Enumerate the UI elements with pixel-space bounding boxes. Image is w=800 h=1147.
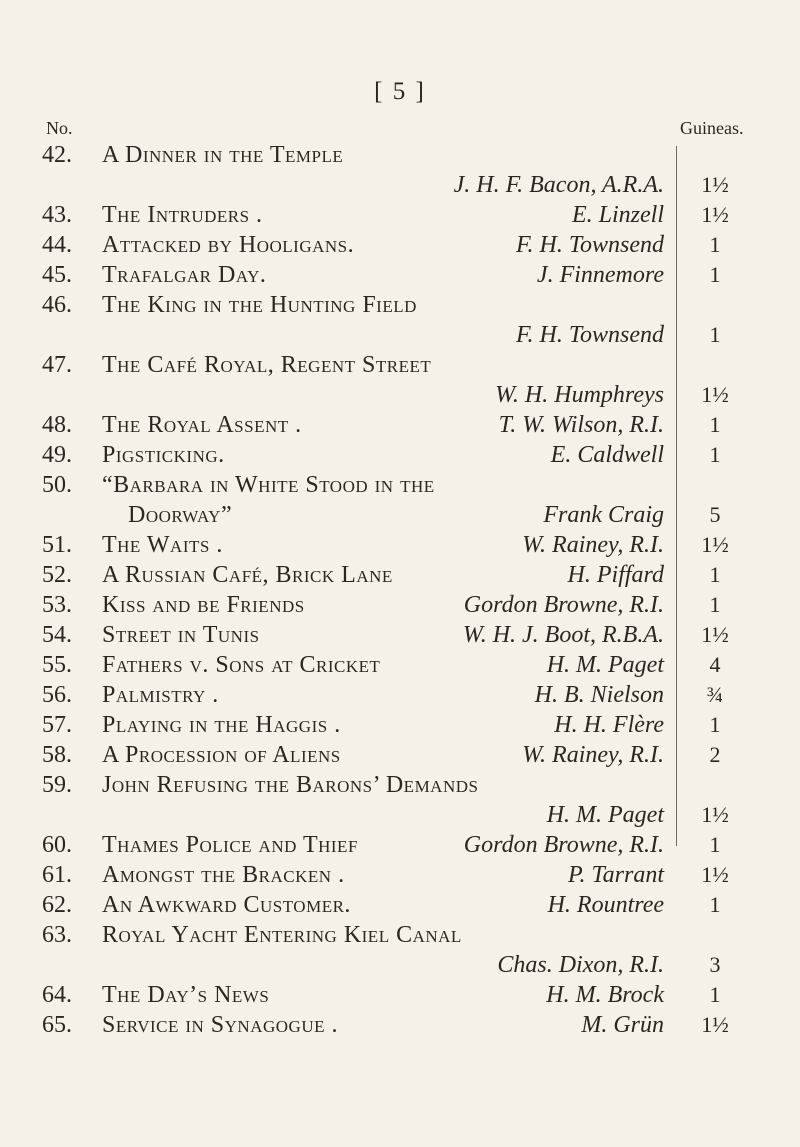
entry-artist: H. M. Paget [546,802,664,828]
entry-title: Amongst the Bracken . [102,862,345,888]
entry-title: A Procession of Aliens [102,742,341,768]
entry-number: 52. [42,562,72,588]
entry-title: Thames Police and Thief [102,832,358,858]
list-item [0,200,800,230]
list-item [0,440,800,470]
catalogue-list [0,140,800,1040]
entry-price: 1 [709,832,721,857]
list-item [0,680,800,710]
entry-artist: M. Grün [581,1012,664,1038]
entry-artist: P. Tarrant [567,862,664,888]
entry-artist: F. H. Townsend [515,232,664,258]
entry-title: “Barbara in White Stood in the [102,472,435,498]
price-column-header: Guineas. [680,118,744,138]
entry-number: 50. [42,472,72,498]
entry-artist: W. H. Humphreys [495,382,664,408]
entry-artist: W. Rainey, R.I. [522,532,664,558]
entry-price: ¾ [706,682,724,707]
entry-title: The Waits . [102,532,223,558]
entry-number: 46. [42,292,72,318]
entry-title: Pigsticking. [102,442,225,468]
list-item [0,620,800,650]
entry-artist: Gordon Browne, R.I. [463,592,664,618]
entry-price: 5 [709,502,721,527]
entry-title: The Café Royal, Regent Street [102,352,432,378]
entry-title: Palmistry . [102,682,219,708]
list-item [0,290,800,350]
entry-number: 51. [42,532,72,558]
entry-price: 1 [709,262,721,287]
entry-price: 3 [709,952,721,977]
entry-number: 55. [42,652,72,678]
entry-number: 63. [42,922,72,948]
entry-price: 1 [709,232,721,257]
list-item [0,740,800,770]
entry-artist: F. H. Townsend [515,322,664,348]
entry-number: 45. [42,262,72,288]
entry-title: Street in Tunis [102,622,260,648]
entry-price: 1½ [701,532,729,557]
entry-price: 1½ [701,862,729,887]
entry-price: 1½ [701,622,729,647]
entry-price: 1½ [701,1012,729,1037]
entry-title: Royal Yacht Entering Kiel Canal [102,922,462,948]
entry-artist: Chas. Dixon, R.I. [497,952,664,978]
entry-artist: H. B. Nielson [534,682,664,708]
entry-title: Fathers v. Sons at Cricket [102,652,381,678]
entry-price: 1 [709,592,721,617]
list-item [0,140,800,200]
entry-price: 1 [709,712,721,737]
list-item [0,1010,800,1040]
entry-title: The King in the Hunting Field [102,292,417,318]
entry-title: Kiss and be Friends [102,592,305,618]
entry-artist: H. H. Flère [554,712,664,738]
entry-number: 48. [42,412,72,438]
entry-number: 58. [42,742,72,768]
entry-artist: H. Rountree [547,892,664,918]
entry-artist: H. M. Paget [546,652,664,678]
entry-price: 2 [709,742,721,767]
entry-price: 4 [709,652,721,677]
list-item [0,470,800,530]
entry-artist: T. W. Wilson, R.I. [498,412,664,438]
entry-price: 1 [709,412,721,437]
entry-number: 60. [42,832,72,858]
entry-price: 1½ [701,382,729,407]
entry-artist: Frank Craig [543,502,664,528]
list-item [0,650,800,680]
entry-price: 1 [709,562,721,587]
entry-artist: W. H. J. Boot, R.B.A. [462,622,664,648]
entry-price: 1½ [701,172,729,197]
entry-number: 49. [42,442,72,468]
entry-artist: E. Linzell [571,202,664,228]
entry-title: The Day’s News [102,982,270,1008]
entry-number: 54. [42,622,72,648]
entry-number: 62. [42,892,72,918]
entry-title: Service in Synagogue . [102,1012,338,1038]
entry-price: 1 [709,322,721,347]
list-item [0,230,800,260]
entry-title-continued: Doorway” [128,502,233,528]
entry-artist: J. H. F. Bacon, A.R.A. [453,172,664,198]
entry-title: John Refusing the Barons’ Demands [102,772,479,798]
page-number: [ 5 ] [374,78,426,105]
entry-number: 61. [42,862,72,888]
entry-price: 1½ [701,202,729,227]
list-item [0,830,800,860]
entry-price: 1 [709,982,721,1007]
list-item [0,980,800,1010]
list-item [0,770,800,830]
entry-artist: E. Caldwell [550,442,664,468]
entry-price: 1 [709,892,721,917]
entry-artist: H. M. Brock [546,982,664,1008]
number-column-header: No. [46,118,73,138]
list-item [0,260,800,290]
entry-number: 47. [42,352,72,378]
entry-title: The Royal Assent . [102,412,302,438]
entry-title: A Dinner in the Temple [102,142,344,168]
entry-number: 57. [42,712,72,738]
list-item [0,350,800,410]
entry-artist: H. Piffard [567,562,664,588]
entry-artist: Gordon Browne, R.I. [463,832,664,858]
list-item [0,890,800,920]
entry-number: 43. [42,202,72,228]
entry-number: 65. [42,1012,72,1038]
list-item [0,590,800,620]
list-item [0,710,800,740]
entry-artist: J. Finnemore [536,262,664,288]
entry-title: The Intruders . [102,202,263,228]
entry-title: Playing in the Haggis . [102,712,341,738]
entry-price: 1 [709,442,721,467]
entry-number: 42. [42,142,72,168]
entry-title: Trafalgar Day. [102,262,267,288]
entry-number: 56. [42,682,72,708]
list-item [0,920,800,980]
entry-number: 44. [42,232,72,258]
entry-artist: W. Rainey, R.I. [522,742,664,768]
entry-number: 59. [42,772,72,798]
entry-number: 64. [42,982,72,1008]
list-item [0,860,800,890]
entry-title: An Awkward Customer. [102,892,351,918]
list-item [0,560,800,590]
entry-number: 53. [42,592,72,618]
list-item [0,530,800,560]
entry-title: A Russian Café, Brick Lane [102,562,393,588]
entry-price: 1½ [701,802,729,827]
list-item [0,410,800,440]
entry-title: Attacked by Hooligans. [102,232,355,258]
